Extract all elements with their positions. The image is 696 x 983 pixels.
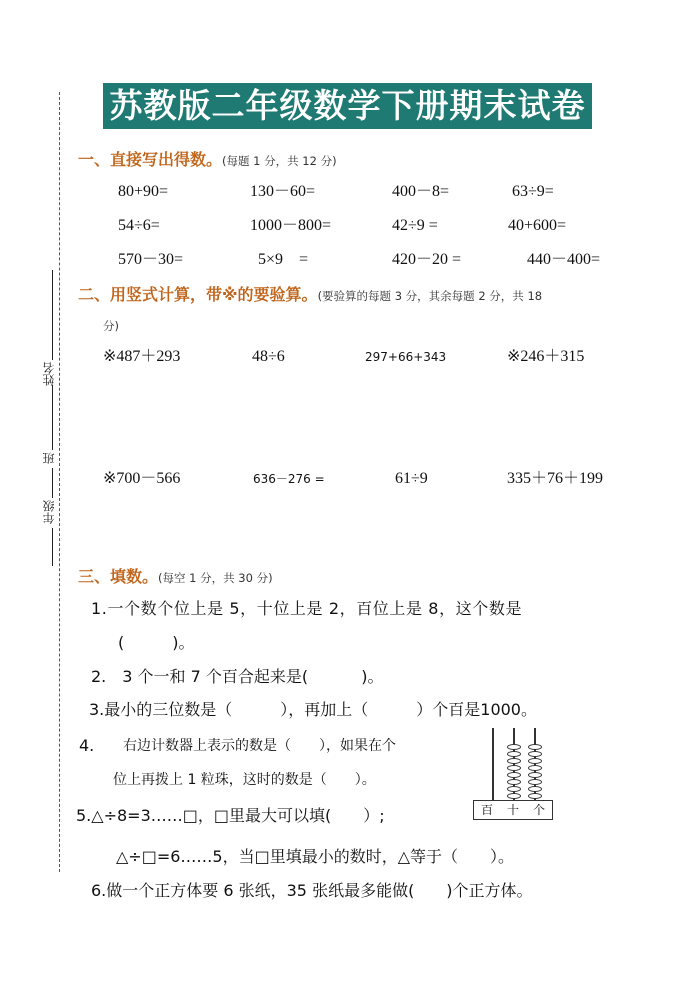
problem: 420－20 =: [392, 251, 462, 268]
question-4-number: 4.: [79, 736, 95, 755]
abacus-bead: [507, 779, 521, 785]
section2-note: (要验算的每题 3 分，其余每题 2 分，共 18: [317, 289, 543, 303]
page-title: 苏教版二年级数学下册期末试卷: [103, 83, 592, 129]
problem: 80+90=: [118, 183, 169, 200]
abacus-bead: [507, 765, 521, 771]
question-1: 1.一个数个位上是 5，十位上是 2，百位上是 8，这个数是: [91, 599, 523, 618]
problem: 42÷9 =: [392, 217, 438, 234]
binding-dashed-line: [59, 92, 60, 872]
name-label: 姓名: [42, 362, 56, 386]
problem: 40+600=: [508, 217, 567, 234]
problem: 63÷9=: [512, 183, 554, 200]
vertical-calc-problem: ※246＋315: [507, 348, 585, 365]
section3-note: (每空 1 分，共 30 分): [158, 571, 273, 585]
vertical-calc-problem: ※487＋293: [103, 348, 181, 365]
problem: 54÷6=: [118, 217, 160, 234]
abacus-bead: [507, 772, 521, 778]
abacus-bead: [528, 779, 542, 785]
class-label: 班: [42, 452, 56, 464]
grade-underline-bottom: [52, 528, 53, 566]
class-underline: [52, 385, 53, 450]
section1-note: (每题 1 分，共 12 分): [222, 154, 337, 168]
question-4-line1: 右边计数器上表示的数是（ ），如果在个: [123, 738, 396, 754]
vertical-calc-problem: 297+66+343: [365, 350, 447, 364]
abacus-bead: [507, 786, 521, 792]
question-5-line2: △÷□=6……5，当□里填最小的数时，△等于（ ）。: [116, 847, 515, 866]
question-3: 3.最小的三位数是（ ），再加上（ ）个百是1000。: [89, 700, 537, 719]
question-2: 2. 3 个一和 7 个百合起来是( )。: [91, 667, 384, 686]
section2-note-cont: 分): [103, 319, 119, 333]
abacus-bead: [528, 772, 542, 778]
problem: 130－60=: [250, 183, 316, 200]
abacus-label-ones: 个: [532, 802, 545, 817]
problem: 440－400=: [527, 251, 601, 268]
grade-label: 年级: [42, 500, 56, 524]
abacus-rod-hundreds: [492, 728, 494, 802]
section1-heading: [78, 150, 337, 171]
question-6: 6.做一个正方体要 6 张纸，35 张纸最多能做( )个正方体。: [91, 881, 533, 900]
problem: 1000－800=: [250, 217, 332, 234]
abacus-bead: [507, 751, 521, 757]
abacus-bead: [528, 751, 542, 757]
question-4-line2: 位上再拨上 1 粒珠，这时的数是（ ）。: [113, 772, 376, 788]
abacus-bead: [507, 744, 521, 750]
problem: 400－8=: [392, 183, 450, 200]
abacus-label-tens: 十: [506, 802, 519, 817]
section3-title: 三、填数。: [78, 567, 159, 586]
abacus-base: [473, 800, 553, 820]
abacus-bead: [507, 758, 521, 764]
problem: 5×9 =: [258, 251, 309, 268]
section3-heading: [78, 567, 273, 588]
vertical-calc-problem: 636－276 =: [253, 472, 325, 486]
vertical-calc-problem: ※700－566: [103, 470, 181, 487]
vertical-calc-problem: 48÷6: [252, 348, 285, 365]
abacus-bead: [528, 758, 542, 764]
question-5-line1: 5.△÷8=3……□，□里最大可以填( ）;: [76, 806, 385, 825]
vertical-calc-problem: 61÷9: [395, 470, 428, 487]
abacus-bead: [528, 744, 542, 750]
section1-title: 一、直接写出得数。: [78, 150, 223, 169]
question-1-blank: ( )。: [118, 633, 195, 652]
name-underline: [52, 270, 53, 360]
grade-underline-top: [52, 468, 53, 498]
problem: 570－30=: [118, 251, 184, 268]
abacus-bead: [528, 765, 542, 771]
abacus-label-hundreds: 百: [480, 802, 493, 817]
section2-title: 二、用竖式计算，带※的要验算。: [78, 285, 318, 304]
abacus-bead: [507, 793, 521, 799]
section2-heading: [78, 285, 542, 306]
abacus-bead: [528, 793, 542, 799]
vertical-calc-problem: 335＋76＋199: [507, 470, 604, 487]
abacus-bead: [528, 786, 542, 792]
